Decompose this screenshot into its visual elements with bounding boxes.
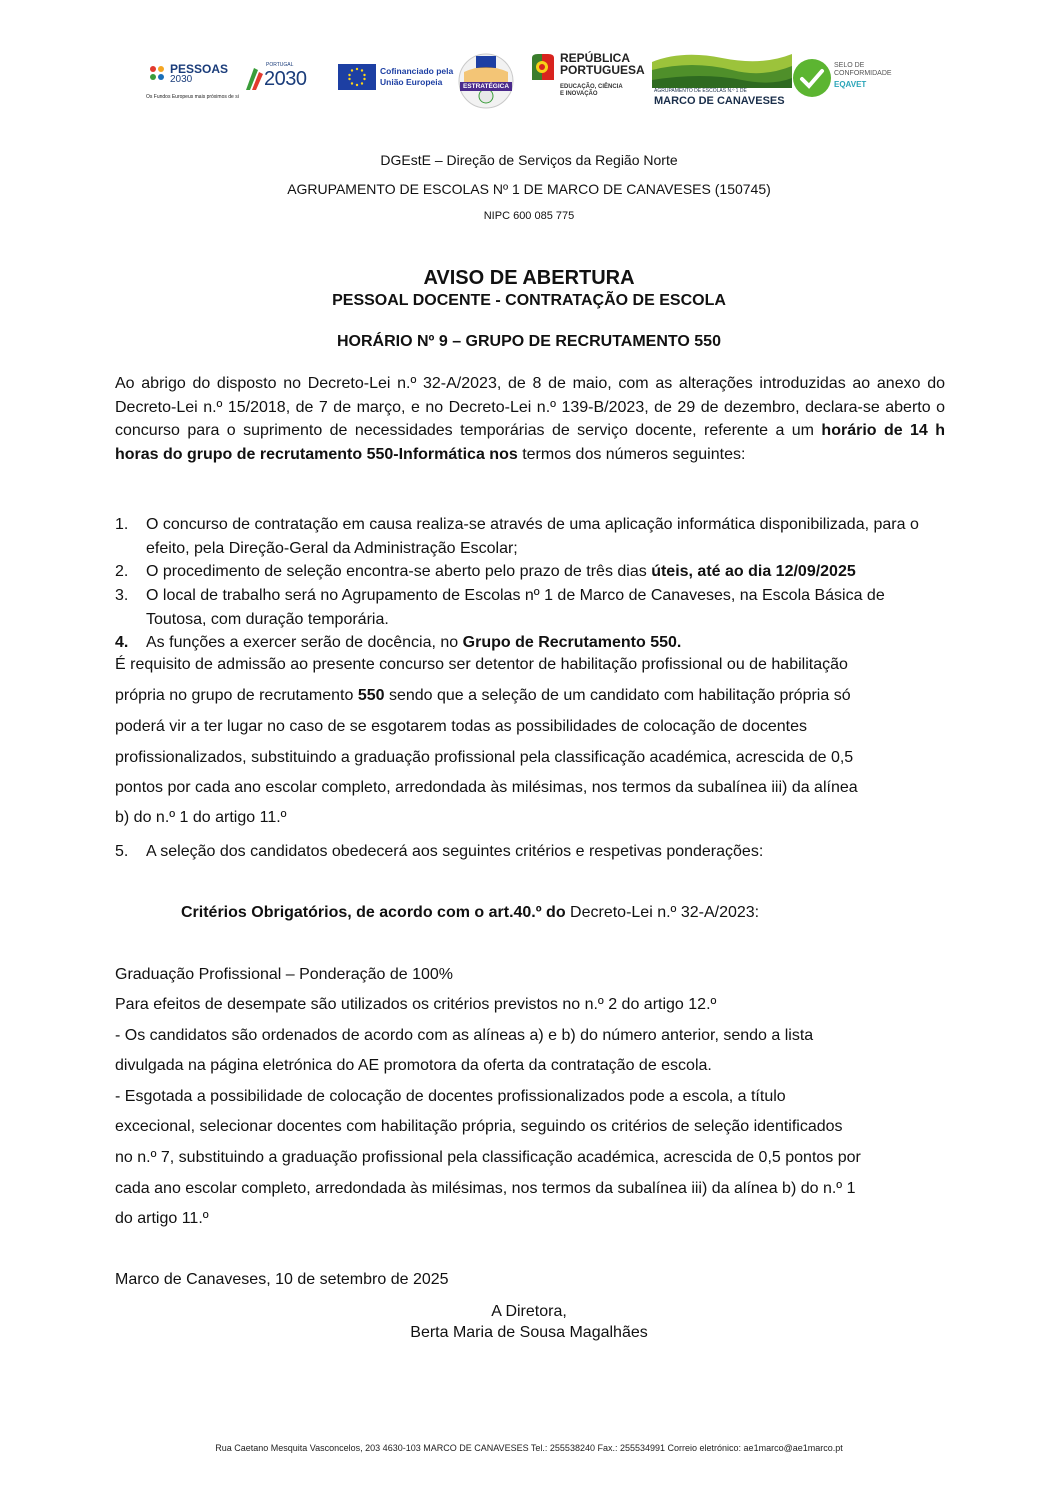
list-item-number: 3.: [115, 587, 129, 604]
portugal-year: 2030: [264, 68, 307, 90]
requisito-line-2c: sendo que a seleção de um candidato com habilitação própria só: [384, 687, 851, 704]
portugal-2030-logo: [244, 62, 322, 96]
eu-cofinanced-logo: [338, 62, 458, 92]
criterios-normal: Decreto-Lei n.º 32-A/2023:: [565, 904, 760, 921]
portugal-small-label: PORTUGAL: [266, 62, 294, 68]
intro-text-bold: horário de 14 h horas do grupo de recrutamento 550-Informática nos: [115, 422, 945, 463]
marco-line-2: MARCO DE CANAVESES: [654, 95, 785, 107]
list-item-number: 4.: [115, 634, 129, 651]
selo-eqavet: EQAVET: [834, 80, 867, 89]
body-line-7: no n.º 7, substituindo a graduação profissional pela classificação académica, acrescida de 0,5 pontos por: [115, 1149, 861, 1166]
ministerio-line-1: EDUCAÇÃO, CIÊNCIA: [560, 84, 623, 90]
requisito-line-2: [115, 687, 851, 705]
body-line-5: - Esgotada a possibilidade de colocação de docentes profissionalizados pode a escola, a título: [115, 1088, 786, 1105]
header-line-1: DGEstE – Direção de Serviços da Região Norte: [380, 152, 678, 168]
eu-flag-icon: [338, 64, 376, 90]
marco-line-1: AGRUPAMENTO DE ESCOLAS N.º 1 DE: [654, 88, 747, 94]
list-item-text: O concurso de contratação em causa realiza-se através de uma aplicação informática disponibilizada, para o efeito, pela Direção-Geral da Administração Escolar;: [146, 516, 919, 557]
list-item-bold: Grupo de Recrutamento 550.: [462, 634, 682, 651]
pessoas-slogan: Os Fundos Europeus mais próximos de si: [146, 94, 239, 100]
requisito-line-2a: própria no grupo de recrutamento: [115, 687, 358, 704]
ministerio-line-2: E INOVAÇÃO: [560, 91, 598, 97]
list-item-number: 2.: [115, 563, 129, 580]
list-item-bold: úteis, até ao dia 12/09/2025: [651, 563, 856, 580]
marco-hills-icon: [652, 50, 792, 88]
page-subtitle: PESSOAL DOCENTE - CONTRATAÇÃO DE ESCOLA: [332, 292, 726, 309]
criterios-heading: [181, 904, 759, 922]
body-line-4: divulgada na página eletrónica do AE promotora da oferta da contratação de escola.: [115, 1057, 712, 1074]
body-line-9: do artigo 11.º: [115, 1210, 209, 1227]
eqavet-check-icon: [792, 58, 832, 98]
selo-line-2: CONFORMIDADE: [834, 70, 892, 77]
closing-name: Berta Maria de Sousa Magalhães: [410, 1324, 648, 1341]
pessoas-2030-logo: [148, 62, 248, 102]
republica-portuguesa-logo: [530, 50, 650, 110]
body-line-8: cada ano escolar completo, arredondada às milésimas, nos termos da subalínea iii) da alínea b) do n.º 1: [115, 1180, 856, 1197]
estrategica-label: ESTRATÉGICA: [460, 82, 512, 91]
selo-line-1: SELO DE: [834, 62, 865, 69]
pessoas-dots-icon: [148, 64, 166, 82]
republica-emblem-icon: [530, 52, 556, 82]
intro-text-1: Ao abrigo do disposto no Decreto-Lei n.º 32-A/2023, de 8 de maio, com as alterações introduzidas ao anexo do Decreto-Lei n.º 15/2018, de 7 de março, e no Decreto-Lei n.º 139-B/2023, de 29 de dezembro, declara-se aberto o concurso para o suprimento de necessidades temporárias de serviço docente, referente a um: [115, 375, 945, 439]
list-item-number: 5.: [115, 843, 129, 860]
list-item-text: O local de trabalho será no Agrupamento de Escolas nº 1 de Marco de Canaveses, na Escola Básica de Toutosa, com duração temporária.: [146, 587, 885, 628]
logo-bar: [140, 48, 920, 118]
page-title: AVISO DE ABERTURA: [423, 267, 635, 289]
estrategica-seal-icon: [456, 52, 516, 110]
page-footer: Rua Caetano Mesquita Vasconcelos, 203 4630-103 MARCO DE CANAVESES Tel.: 255538240 Fax.: 255534991 Correio eletrónico: ae1marco@ae1marco.pt: [215, 1443, 843, 1453]
list-item-number: 1.: [115, 516, 129, 533]
closing-role: A Diretora,: [491, 1303, 567, 1320]
requisito-line-6: b) do n.º 1 do artigo 11.º: [115, 809, 287, 826]
intro-text-2: termos dos números seguintes:: [517, 445, 746, 463]
horario-title: HORÁRIO Nº 9 – GRUPO DE RECRUTAMENTO 550: [337, 333, 721, 350]
header-nipc: NIPC 600 085 775: [483, 210, 575, 222]
body-line-6: excecional, selecionar docentes com habilitação própria, seguindo os critérios de seleção identificados: [115, 1118, 843, 1135]
list-item-text: O procedimento de seleção encontra-se aberto pelo prazo de três dias: [146, 563, 652, 580]
requisito-line-2b: 550: [357, 687, 385, 704]
requisito-line-5: pontos por cada ano escolar completo, arredondada às milésimas, nos termos da subalínea iii) da alínea: [115, 779, 858, 796]
list-item-text: A seleção dos candidatos obedecerá aos seguintes critérios e respetivas ponderações:: [146, 843, 764, 860]
eu-line-2: União Europeia: [380, 77, 443, 87]
estrategica-seal: [456, 52, 516, 110]
requisito-line-3: poderá vir a ter lugar no caso de se esgotarem todas as possibilidades de colocação de docentes: [115, 718, 807, 735]
eqavet-seal-logo: [792, 58, 910, 102]
agrupamento-marco-logo: [652, 50, 792, 112]
eu-line-1: Cofinanciado pela: [380, 66, 454, 76]
intro-paragraph: [115, 372, 945, 466]
pessoas-year: 2030: [170, 74, 193, 85]
header-line-2: AGRUPAMENTO DE ESCOLAS Nº 1 DE MARCO DE CANAVESES (150745): [287, 181, 771, 197]
closing-date: Marco de Canaveses, 10 de setembro de 2025: [115, 1271, 449, 1288]
requisito-line-1: É requisito de admissão ao presente concurso ser detentor de habilitação profissional ou de habilitação: [115, 656, 848, 673]
republica-line-2: PORTUGUESA: [560, 63, 645, 77]
body-line-2: Para efeitos de desempate são utilizados os critérios previstos no n.º 2 do artigo 12.º: [115, 996, 717, 1013]
pessoas-title: PESSOAS: [170, 62, 229, 76]
republica-line-1: REPÚBLICA: [560, 51, 631, 65]
body-line-3: - Os candidatos são ordenados de acordo com as alíneas a) e b) do número anterior, sendo a lista: [115, 1027, 814, 1044]
criterios-bold: Critérios Obrigatórios, de acordo com o art.40.º do: [181, 904, 566, 921]
list-item-text: As funções a exercer serão de docência, no: [146, 634, 463, 651]
requisito-line-4: profissionalizados, substituindo a graduação profissional pela classificação académica, acrescida de 0,5: [115, 749, 854, 766]
body-line-1: Graduação Profissional – Ponderação de 100%: [115, 966, 453, 983]
portugal-flag-icon: [244, 66, 264, 92]
